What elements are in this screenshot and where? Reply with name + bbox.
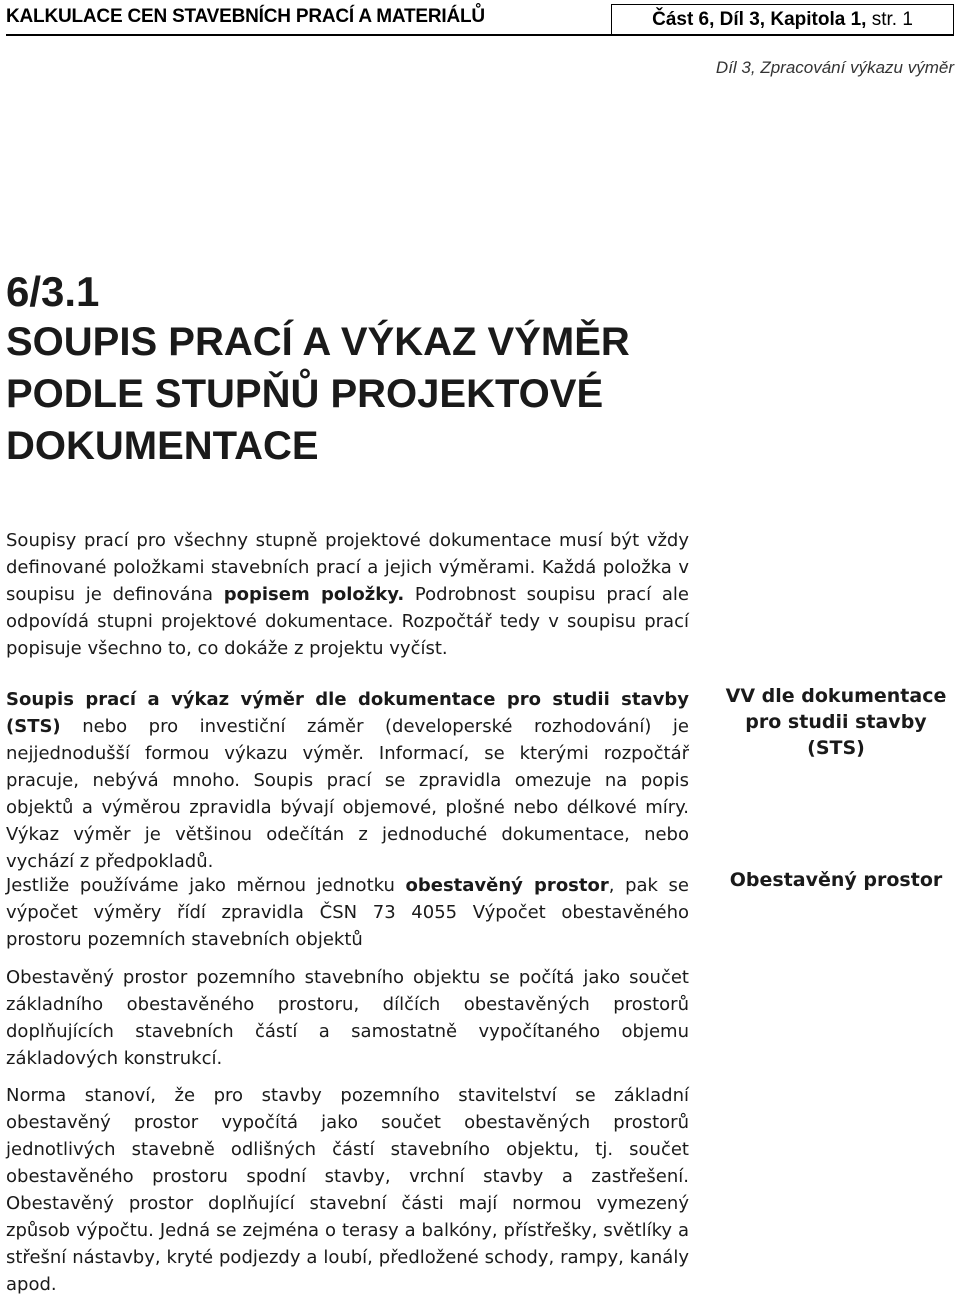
page-header — [6, 4, 954, 36]
chapter-number: 6/3.1 — [6, 268, 100, 315]
chapter-title-line-1: SOUPIS PRACÍ A VÝKAZ VÝMĚR — [6, 320, 630, 364]
paragraph-built-space — [6, 872, 689, 953]
paragraph-intro-text-a: Soupisy prací pro všechny stupně projektové dokumentace musí být vždy definované položkami stavebních prací a jejich výměrami. Každá položka v soupisu je definována — [6, 530, 689, 605]
chapter-title-line-2: PODLE STUPŇŮ PROJEKTOVÉ — [6, 372, 604, 416]
part-reference-box — [611, 4, 954, 36]
paragraph-intro-text-b: Podrobnost soupisu prací ale odpovídá stupni projektové dokumentace. Rozpočtář tedy v soupisu prací popisuje všechno to, co dokáže z projektu vyčíst. — [6, 584, 689, 659]
paragraph-intro-bold: popisem položky. — [223, 584, 405, 605]
section-subheader: Díl 3, Zpracování výkazu výměr — [715, 58, 954, 77]
paragraph-intro — [6, 527, 689, 662]
page-number: str. 1 — [866, 9, 913, 30]
paragraph-sts-bold: Soupis prací a výkaz výměr dle dokumentace pro studii stavby (STS) — [6, 689, 689, 737]
paragraph-sts-text: nebo pro investiční záměr (developerské rozhodování) je nejjednodušší formou výkazu výměr. Informací, se kterými rozpočtář pracuje, nebývá mnoho. Soupis prací se zpravidla omezuje na popis objektů a výměrou zpravidla bývají objemové, plošné nebo délkové míry. Výkaz výměr je většinou odečítán z jednoduché dokumentace, nebo vychází z předpokladů. — [6, 716, 689, 872]
side-note-sts — [716, 683, 956, 761]
document-title: KALKULACE CEN STAVEBNÍCH PRACÍ A MATERIÁLŮ — [6, 6, 485, 27]
chapter-title — [6, 316, 706, 472]
part-reference: Část 6, Díl 3, Kapitola 1, — [652, 9, 867, 30]
paragraph-norm: Norma stanoví, že pro stavby pozemního stavitelství se základní obestavěný prostor vypočítá jako součet obestavěných prostorů jednotlivých stavebně odlišných částí stavebního objektu, tj. součet obestavěného prostoru spodní stavby, vrchní stavby a zastřešení. Obestavěný prostor doplňující stavební části mají normou vymezený způsob výpočtu. Jedná se zejména o terasy a balkóny, přístřešky, světlíky a střešní nástavby, kryté podjezdy a loubí, předložené schody, rampy, kanály apod. — [6, 1085, 689, 1295]
paragraph-built-space-bold: obestavěný prostor — [405, 875, 609, 896]
paragraph-built-space-composition: Obestavěný prostor pozemního stavebního objektu se počítá jako součet základního obestavěného prostoru, dílčích obestavěných prostorů doplňujících stavebních částí a samostatně vypočítaného objemu základových konstrukcí. — [6, 967, 689, 1069]
side-note-sts-line-1: VV dle dokumentace — [725, 685, 947, 707]
paragraph-built-space-text-a: Jestliže používáme jako měrnou jednotku — [6, 875, 406, 896]
side-note-built-space: Obestavěný prostor — [729, 869, 943, 891]
chapter-title-line-3: DOKUMENTACE — [6, 424, 319, 468]
paragraph-sts — [6, 686, 689, 875]
side-note-sts-line-2: pro studii stavby (STS) — [745, 711, 927, 759]
paragraph-built-space-text-b: , pak se výpočet výměry řídí zpravidla ČSN 73 4055 Výpočet obestavěného prostoru pozemních stavebních objektů — [6, 875, 689, 950]
